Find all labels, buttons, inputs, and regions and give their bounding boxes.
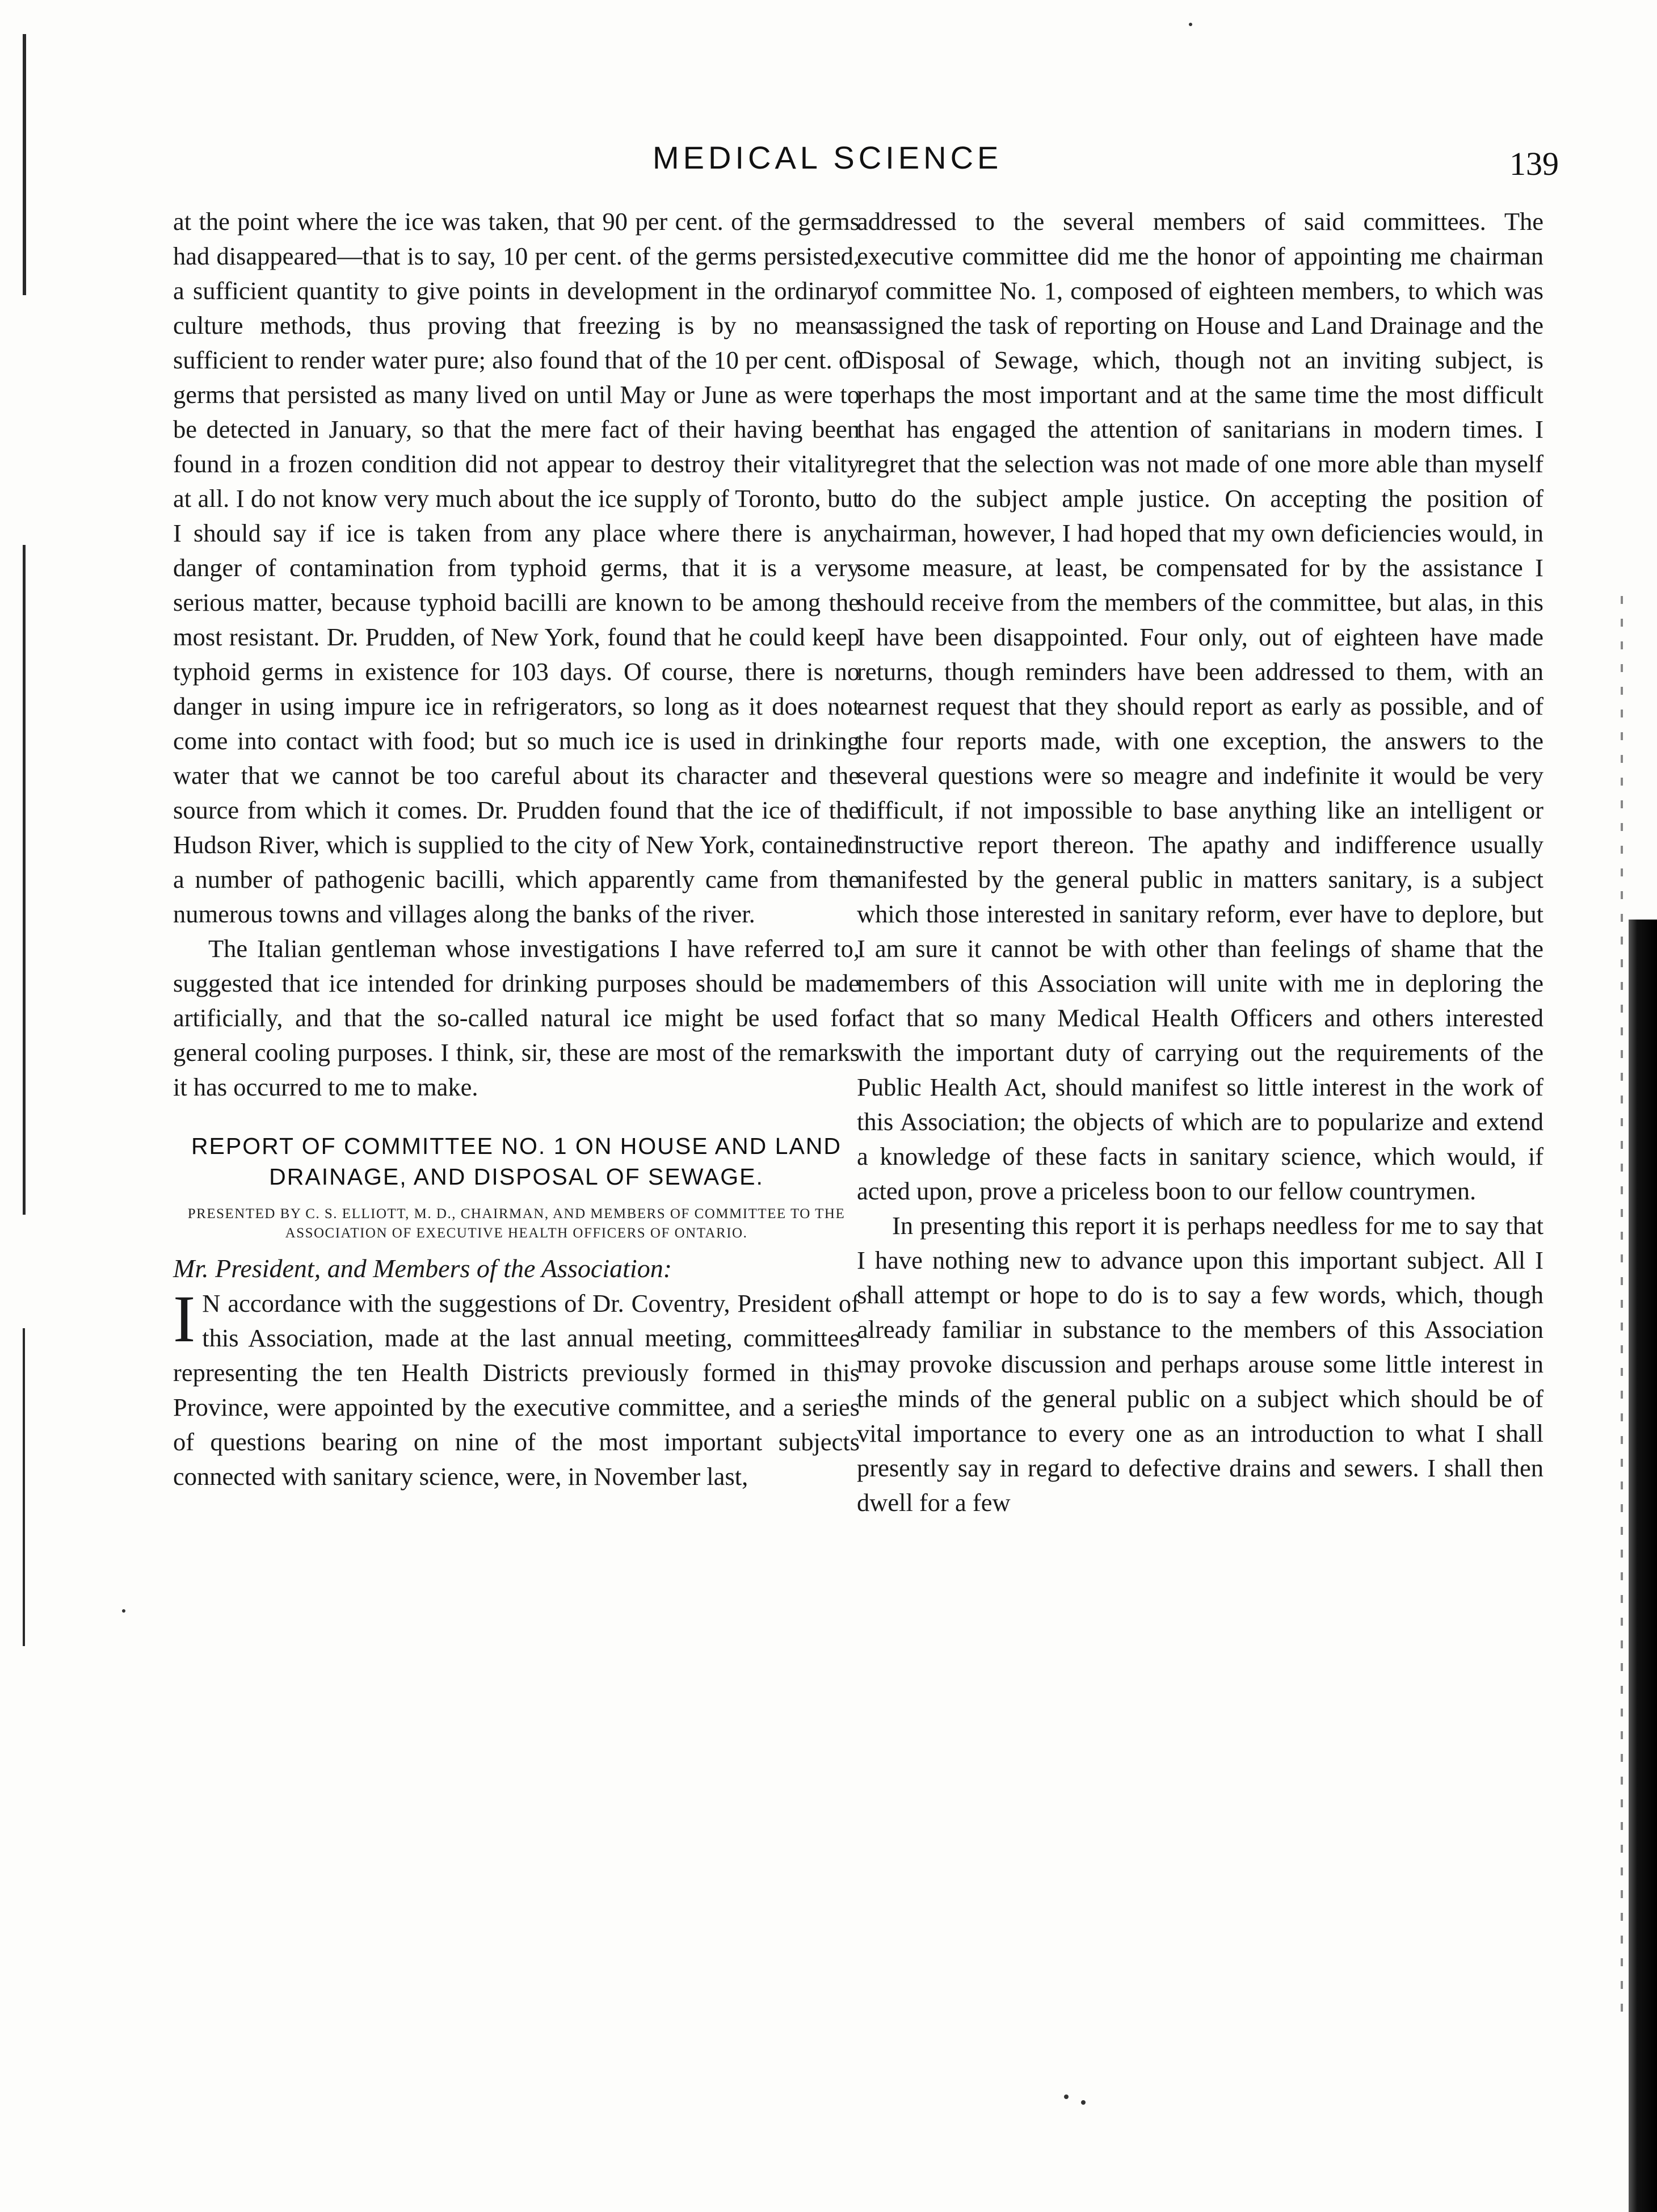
binding-shadow [23,545,26,1215]
binding-shadow [23,34,26,295]
left-paragraph-3 [173,1282,860,1494]
drop-cap: I [173,1282,196,1356]
page-edge-marks [1621,596,1623,2015]
binding-shadow [23,1328,25,1646]
scan-speck [1064,2095,1069,2099]
right-column [857,204,1544,1520]
left-column [173,204,860,1494]
scan-speck [122,1609,125,1613]
running-title: MEDICAL SCIENCE [653,140,1003,175]
page-edge-shadow [1629,920,1657,2212]
presented-by-line: PRESENTED BY C. S. ELLIOTT, M. D., CHAIRMAN, AND MEMBERS OF COMMITTEE TO THE ASSOCIATION OF EXECUTIVE HEALTH OFFICERS OF ONTARIO. [187,1206,846,1241]
right-paragraph-2: In presenting this report it is perhaps needless for me to say that I have nothing new to advance upon this important subject. All I shall attempt or hope to do is to say a few words, which, though already familiar in substance to the members of this Association may provoke discussion and perhaps arouse some little interest in the minds of the general public on a subject which should be of vital importance to every one as an introduction to what I shall presently say in regard to defective drains and sewers. I shall then dwell for a few [857,1211,1544,1517]
left-paragraph-2: The Italian gentleman whose investigations I have referred to, suggested that ice intended for drinking purposes should be made artificially, and that the so-called natural ice might be used for general cooling purposes. I think, sir, these are most of the remarks it has occurred to me to make. [173,934,860,1101]
scan-speck [1189,23,1192,26]
right-paragraph-1: addressed to the several members of said committees. The executive committee did me the honor of appointing me chairman of committee No. 1, composed of eighteen members, to which was assigned the task of reporting on House and Land Drainage and the Disposal of Sewage, which, though not an inviting subject, is perhaps the most important and at the same time the most difficult that has engaged the attention of sanitarians in modern times. I regret that the selection was not made of one more able than myself to do the subject ample justice. On accepting the position of chairman, however, I had hoped that my own deficiencies would, in some measure, at least, be compensated for by the assistance I should receive from the members of the committee, but alas, in this I have been disappointed. Four only, out of eighteen have made returns, though reminders have been addressed to them, with an earnest request that they should report as early as possible, and of the four reports made, with one exception, the answers to the several questions were so meagre and indefinite it would be very difficult, if not impossible to base anything like an intelligent or instructive report thereon. The apathy and indifference usually manifested by the general public in matters sanitary, is a subject which those interested in sanitary reform, ever have to deplore, but I am sure it cannot be with other than feelings of shame that the members of this Association will unite with me in deploring the fact that so many Medical Health Officers and others interested with the important duty of carrying out the requirements of the Public Health Act, should manifest so little interest in the work of this Association; the objects of which are to popularize and extend a knowledge of these facts in sanitary science, which would, if acted upon, prove a priceless boon to our fellow countrymen. [857,207,1544,1205]
left-paragraph-3-text: N accordance with the suggestions of Dr. Coventry, President of this Association, made at the last annual meeting, committees representing the ten Health Districts previously formed in this Province, were appointed by the executive committee, and a series of questions bearing on nine of the most important subjects connected with sanitary science, were, in November last, [173,1289,860,1491]
report-title: REPORT OF COMMITTEE NO. 1 ON HOUSE AND LAND DRAINAGE, AND DISPOSAL OF SEWAGE. [191,1133,842,1190]
scan-speck [1081,2100,1086,2105]
salutation: Mr. President, and Members of the Association: [173,1254,672,1283]
left-paragraph-1: at the point where the ice was taken, that 90 per cent. of the germs had disappeared—that is to say, 10 per cent. of the germs persisted, a sufficient quantity to give points in development in the ordinary culture methods, thus proving that freezing is by no means sufficient to render water pure; also found that of the 10 per cent. of germs that persisted as many lived on until May or June as were to be detected in January, so that the mere fact of their having been found in a frozen condition did not appear to destroy their vitality at all. I do not know very much about the ice supply of Toronto, but I should say if ice is taken from any place where there is any danger of contamination from typhoid germs, that it is a very serious matter, because typhoid bacilli are known to be among the most resistant. Dr. Prudden, of New York, found that he could keep typhoid germs in existence for 103 days. Of course, there is no danger in using impure ice in refrigerators, so long as it does not come into contact with food; but so much ice is used in drinking water that we cannot be too careful about its character and the source from which it comes. Dr. Prudden found that the ice of the Hudson River, which is supplied to the city of New York, contained a number of pathogenic bacilli, which apparently came from the numerous towns and villages along the banks of the river. [173,207,860,928]
page-number: 139 [1509,145,1559,182]
